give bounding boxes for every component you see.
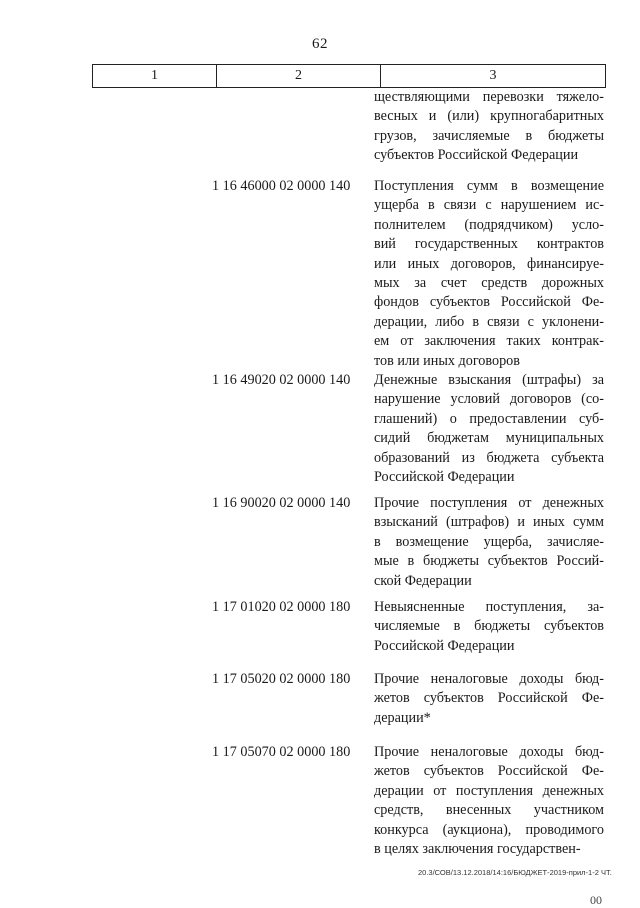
description-line: Российской Федерации [374, 637, 515, 654]
description-line: мых за счет средств дорожных [374, 275, 604, 292]
budget-classification-code: 1 16 46000 02 0000 140 [212, 178, 351, 194]
budget-classification-code: 1 16 49020 02 0000 140 [212, 372, 351, 388]
description-line: Российской Федерации [374, 469, 515, 486]
description-line: нарушение условий договоров (со- [374, 391, 604, 408]
description-line: субъектов Российской Федерации [374, 147, 579, 164]
description-line: дерации* [374, 709, 431, 726]
description-line: жетов субъектов Российской Фе- [374, 690, 604, 707]
income-description [374, 743, 604, 859]
income-description [374, 371, 604, 487]
description-line: глашений) о предоставлении суб- [374, 410, 604, 427]
income-description [374, 88, 604, 166]
description-line: Прочие поступления от денежных [374, 495, 604, 511]
description-line: Невыясненные поступления, за- [374, 599, 604, 615]
column-header-3: 3 [489, 68, 497, 83]
budget-classification-code: 1 17 01020 02 0000 180 [212, 599, 351, 615]
column-header-2: 2 [217, 65, 381, 87]
description-line: грузов, зачисляемые в бюджеты [374, 127, 604, 144]
budget-classification-code: 1 16 90020 02 0000 140 [212, 495, 351, 511]
budget-classification-code: 1 17 05020 02 0000 180 [212, 671, 351, 687]
description-line: Прочие неналоговые доходы бюд- [374, 671, 604, 687]
document-footer-id: 20.3/СОВ/13.12.2018/14:16/БЮДЖЕТ-2019-прил-1-2 ЧТ. [418, 868, 612, 877]
income-description [374, 598, 604, 656]
description-line: или иных договоров, финансируе- [374, 255, 604, 272]
income-description [374, 670, 604, 728]
description-line: полнителем (подрядчиком) усло- [374, 216, 604, 233]
description-line: Прочие неналоговые доходы бюд- [374, 744, 604, 760]
column-header-row [92, 64, 606, 88]
description-line: дерации от поступления денежных [374, 782, 604, 799]
description-line: средств, внесенных участником [374, 802, 604, 819]
page-number: 62 [312, 36, 328, 52]
income-description [374, 494, 604, 591]
description-line: ществляющими перевозки тяжело- [374, 89, 604, 105]
description-line: ем от заключения таких контрак- [374, 333, 604, 350]
description-line: Денежные взыскания (штрафы) за [374, 372, 604, 388]
description-line: мые в бюджеты субъектов Россий- [374, 553, 604, 570]
description-line: в возмещение ущерба, зачисляе- [374, 533, 604, 550]
page-corner-mark: 00 [590, 893, 602, 907]
column-header-1: 1 [93, 65, 217, 87]
income-description [374, 177, 604, 371]
budget-classification-code: 1 17 05070 02 0000 180 [212, 744, 351, 760]
description-line: ской Федерации [374, 572, 472, 589]
description-line: в целях заключения государствен- [374, 841, 581, 858]
description-line: ущерба в связи с нарушением ис- [374, 197, 604, 214]
description-line: взысканий (штрафов) и иных сумм [374, 514, 604, 531]
description-line: тов или иных договоров [374, 352, 520, 369]
description-line: весных и (или) крупногабаритных [374, 108, 604, 125]
description-line: фондов субъектов Российской Фе- [374, 294, 604, 311]
description-line: вий государственных контрактов [374, 236, 604, 253]
description-line: числяемые в бюджеты субъектов [374, 618, 604, 635]
description-line: Поступления сумм в возмещение [374, 178, 604, 194]
description-line: конкурса (аукциона), проводимого [374, 821, 604, 838]
description-line: жетов субъектов Российской Фе- [374, 763, 604, 780]
description-line: сидий бюджетам муниципальных [374, 430, 604, 447]
description-line: дерации, либо в связи с уклонени- [374, 313, 604, 330]
description-line: образований из бюджета субъекта [374, 449, 604, 466]
